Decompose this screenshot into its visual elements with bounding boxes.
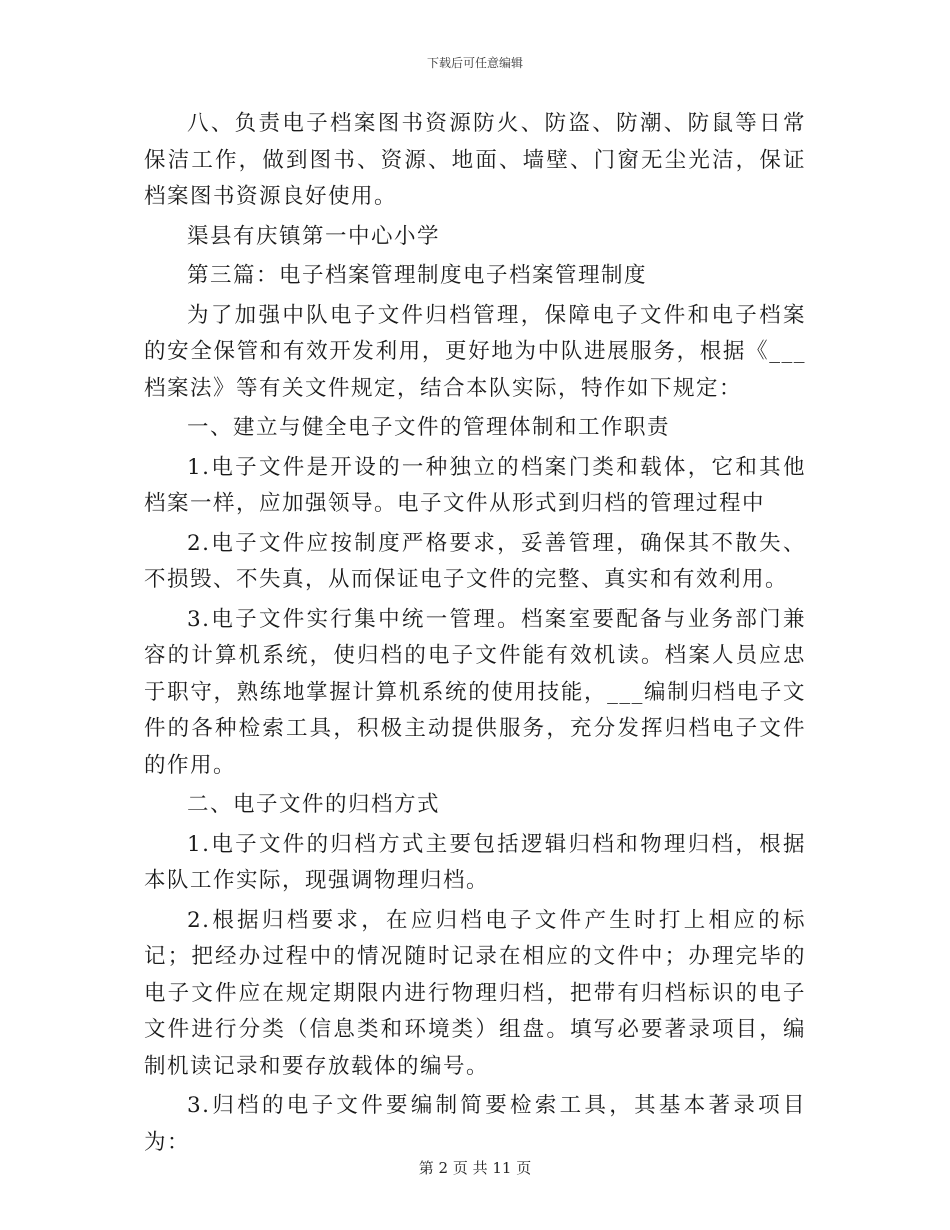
paragraph: 1.电子文件是开设的一种独立的档案门类和载体，它和其他档案一样，应加强领导。电子文件从形式到归档的管理过程中 [144, 454, 806, 516]
paragraph: 渠县有庆镇第一中心小学 [187, 223, 441, 249]
paragraph: 八、负责电子档案图书资源防火、防盗、防潮、防鼠等日常保洁工作，做到图书、资源、地面、墙壁、门窗无尘光洁，保证档案图书资源良好使用。 [144, 111, 806, 209]
paragraph: 2.根据归档要求，在应归档电子文件产生时打上相应的标记；把经办过程中的情况随时记录在相应的文件中；办理完毕的电子文件应在规定期限内进行物理归档，把带有归档标识的电子文件进行分类（信息类和环境类）组盘。填写必要著录项目，编制机读记录和要存放载体的编号。 [144, 907, 806, 1079]
document-body [144, 106, 806, 1164]
paragraph: 1.电子文件的归档方式主要包括逻辑归档和物理归档，根据本队工作实际，现强调物理归档。 [144, 831, 806, 893]
page-footer: 第 2 页 共 11 页 [418, 1159, 532, 1177]
paragraph: 2.电子文件应按制度严格要求，妥善管理，确保其不散失、不损毁、不失真，从而保证电子文件的完整、真实和有效利用。 [144, 530, 806, 592]
paragraph: 二、电子文件的归档方式 [187, 792, 441, 817]
paragraph: 第三篇：电子档案管理制度电子档案管理制度 [187, 263, 648, 288]
paragraph: 3.电子文件实行集中统一管理。档案室要配备与业务部门兼容的计算机系统，使归档的电子文件能有效机读。档案人员应忠于职守，熟练地掌握计算机系统的使用技能，___编制归档电子文件的各种检索工具，积极主动提供服务，充分发挥归档电子文件的作用。 [144, 606, 806, 778]
paragraph: 为了加强中队电子文件归档管理，保障电子文件和电子档案的安全保管和有效开发利用，更好地为中队进展服务，根据《___档案法》等有关文件规定，结合本队实际，特作如下规定： [144, 302, 806, 401]
paragraph: 3.归档的电子文件要编制简要检索工具，其基本著录项目为： [144, 1093, 806, 1155]
page-header: 下载后可任意编辑 [426, 56, 523, 70]
paragraph: 一、建立与健全电子文件的管理体制和工作职责 [187, 415, 671, 440]
